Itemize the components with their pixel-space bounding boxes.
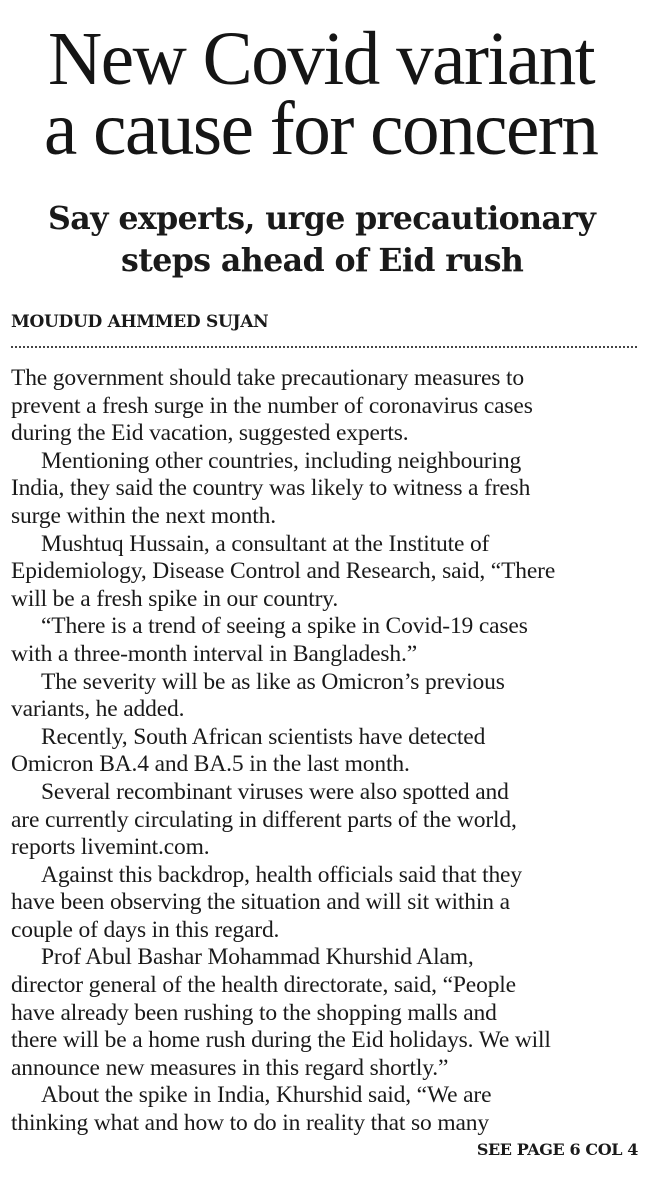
body-line: About the spike in India, Khurshid said, “We are (41, 1082, 492, 1109)
body-line: Epidemiology, Disease Control and Research, said, “There (11, 558, 556, 585)
body-line: couple of days in this regard. (11, 916, 280, 943)
body-line: reports livemint.com. (11, 834, 210, 861)
body-line: have already been rushing to the shopping malls and (11, 999, 497, 1026)
headline (0, 17, 649, 171)
body-line: Mushtuq Hussain, a consultant at the Institute of (41, 530, 490, 557)
byline: MOUDUD AHMMED SUJAN (11, 312, 269, 332)
body-line: director general of the health directorate, said, “People (11, 972, 516, 999)
body-line: prevent a fresh surge in the number of coronavirus cases (11, 392, 533, 419)
body-line: variants, he added. (11, 696, 185, 723)
body-line: India, they said the country was likely to witness a fresh (11, 475, 531, 502)
body-line: surge within the next month. (11, 502, 276, 529)
body-line: thinking what and how to do in reality that so many (11, 1110, 489, 1137)
body-line: “There is a trend of seeing a spike in Covid-19 cases (41, 613, 528, 640)
body-line: are currently circulating in different parts of the world, (11, 806, 517, 833)
subheadline (0, 197, 649, 281)
body-line: The government should take precautionary measures to (11, 365, 524, 391)
body-line: The severity will be as like as Omicron’s previous (41, 668, 505, 695)
dotted-divider (11, 346, 637, 348)
article-body (11, 365, 641, 1138)
body-line: Several recombinant viruses were also spotted and (41, 778, 509, 805)
body-line: have been observing the situation and will sit within a (11, 889, 510, 916)
headline-line-1: New Covid variant (48, 17, 595, 101)
body-line: Recently, South African scientists have detected (41, 723, 486, 750)
body-line: Mentioning other countries, including neighbouring (41, 447, 522, 474)
subheadline-line-1: Say experts, urge precautionary (47, 199, 595, 237)
continued-on-page-link[interactable]: SEE PAGE 6 COL 4 (476, 1140, 638, 1159)
body-line: announce new measures in this regard shortly.” (11, 1054, 449, 1081)
headline-line-2: a cause for concern (44, 87, 598, 171)
body-line: Against this backdrop, health officials said that they (41, 861, 522, 888)
body-line: will be a fresh spike in our country. (11, 585, 339, 612)
body-line: during the Eid vacation, suggested experts. (11, 420, 409, 447)
body-line: there will be a home rush during the Eid holidays. We will (11, 1027, 551, 1054)
subheadline-line-2: steps ahead of Eid rush (120, 241, 524, 279)
body-line: with a three-month interval in Bangladesh.” (11, 640, 417, 667)
body-line: Omicron BA.4 and BA.5 in the last month. (11, 751, 410, 778)
body-line: Prof Abul Bashar Mohammad Khurshid Alam, (41, 944, 474, 971)
